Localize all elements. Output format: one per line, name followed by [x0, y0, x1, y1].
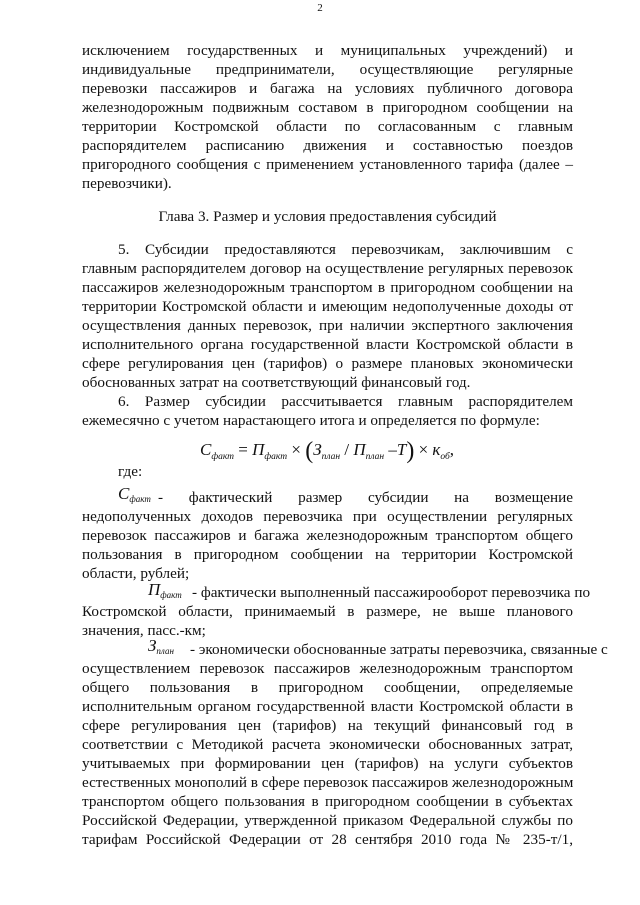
text-line: главным распорядителем договор на осуществление регулярных перевозок — [82, 260, 573, 277]
text-line: территории Костромской области по согласованным с главным — [82, 118, 573, 135]
text-line: осуществления данных перевозок, при наличии экспертного заключения — [82, 317, 573, 334]
text-line: естественных монополий в сфере перевозок пассажиров железнодорожным — [82, 774, 574, 791]
times-sign: × — [291, 440, 301, 459]
text-line: индивидуальные предприниматели, осуществляющие регулярные — [82, 61, 573, 78]
text-line: исполнительным органом государственной власти Костромской области в — [82, 698, 573, 715]
times-sign: × — [418, 440, 429, 459]
text-line: пассажиров железнодорожным транспортом в пригородном сообщении на — [82, 279, 573, 296]
symbol-c: $С_{факт}$ — [118, 484, 151, 504]
formula-p2: $П_{план}$ — [353, 440, 385, 462]
text-line: перевозчики). — [82, 175, 172, 192]
text-line: сфере регулирования цен (тарифов) о размере плановых экономически — [82, 355, 573, 372]
text-line: перевозок пассажиров и багажа железнодорожным транспортом общего — [82, 527, 573, 544]
text-line: пригородного сообщения с применением установленного тарифа (далее – — [82, 156, 573, 173]
text-line: тарифам Российской Федерации от 28 сентября 2010 года № 235-т/1, — [82, 831, 573, 848]
text-line: исполнительного органа государственной власти Костромской области в — [82, 336, 573, 353]
text-line: недополученных доходов перевозчика при осуществлении регулярных — [82, 508, 573, 525]
where-label: где: — [118, 463, 143, 480]
symbol-z: $З_{план}$ — [148, 636, 174, 656]
minus-sign: – — [388, 440, 397, 459]
text-line: пользования в пригородном сообщении на территории Костромской — [82, 546, 573, 563]
text-line: транспортом общего пользования в пригородном сообщении в субъектах — [82, 793, 573, 810]
text-line: области, рублей; — [82, 565, 190, 582]
text-line: железнодорожным подвижным составом в пригородном сообщении на — [82, 99, 573, 116]
text-line: - фактически выполненный пассажирооборот перевозчика по — [192, 584, 591, 601]
text-line: - фактический размер субсидии на возмещение — [158, 489, 573, 506]
text-line: сфере регулирования цен (тарифов) на текущий финансовый год в — [82, 717, 573, 734]
text-line: ежемесячно с учетом нарастающего итога и определяется по формуле: — [82, 412, 540, 429]
text-line: значения, пасс.-км; — [82, 622, 206, 639]
text-line: перевозки пассажиров и багажа на условиях публичного договора — [82, 80, 573, 97]
text-line: 6. Размер субсидии рассчитывается главным распорядителем — [118, 393, 573, 410]
formula-p: $П_{факт}$ — [252, 440, 288, 462]
text-line: общего пользования в пригородном сообщении, определяемые — [82, 679, 573, 696]
divide-sign: / — [344, 440, 350, 459]
left-paren: ( — [305, 438, 314, 464]
formula-c: $С_{факт}$ — [200, 440, 235, 462]
symbol-p: $П_{факт}$ — [148, 580, 182, 600]
formula-t: Т — [396, 440, 407, 459]
formula-k: $к_{об}$ — [432, 440, 450, 462]
text-line: 5. Субсидии предоставляются перевозчикам, заключившим с — [118, 241, 573, 258]
text-line: исключением государственных и муниципальных учреждений) и — [82, 42, 573, 59]
formula-comma: , — [449, 440, 455, 459]
text-line: Костромской области, принимаемый в размере, не выше планового — [82, 603, 573, 620]
page-number: 2 — [317, 2, 323, 14]
formula-z: $З_{план}$ — [313, 440, 341, 462]
text-line: Российской Федерации, утвержденной приказом Федеральной службы по — [82, 812, 573, 829]
subsidy-formula — [200, 438, 460, 465]
text-line: учитываемых при формировании цен (тарифов) на услуги субъектов — [82, 755, 573, 772]
right-paren: ) — [406, 438, 415, 464]
text-line: соответствии с Методикой расчета экономически обоснованных затрат, — [82, 736, 573, 753]
text-line: распорядителем расписанию движения и составностью поездов — [82, 137, 573, 154]
text-line: осуществлением перевозок пассажиров железнодорожным транспортом — [82, 660, 573, 677]
text-line: территории Костромской области и имеющим недополученные доходы от — [82, 298, 573, 315]
equals-sign: = — [238, 440, 248, 459]
text-line: - экономически обоснованные затраты перевозчика, связанные с — [190, 641, 608, 658]
text-line: обоснованных затрат на соответствующий финансовый год. — [82, 374, 471, 391]
chapter-title: Глава 3. Размер и условия предоставления субсидий — [158, 208, 497, 225]
